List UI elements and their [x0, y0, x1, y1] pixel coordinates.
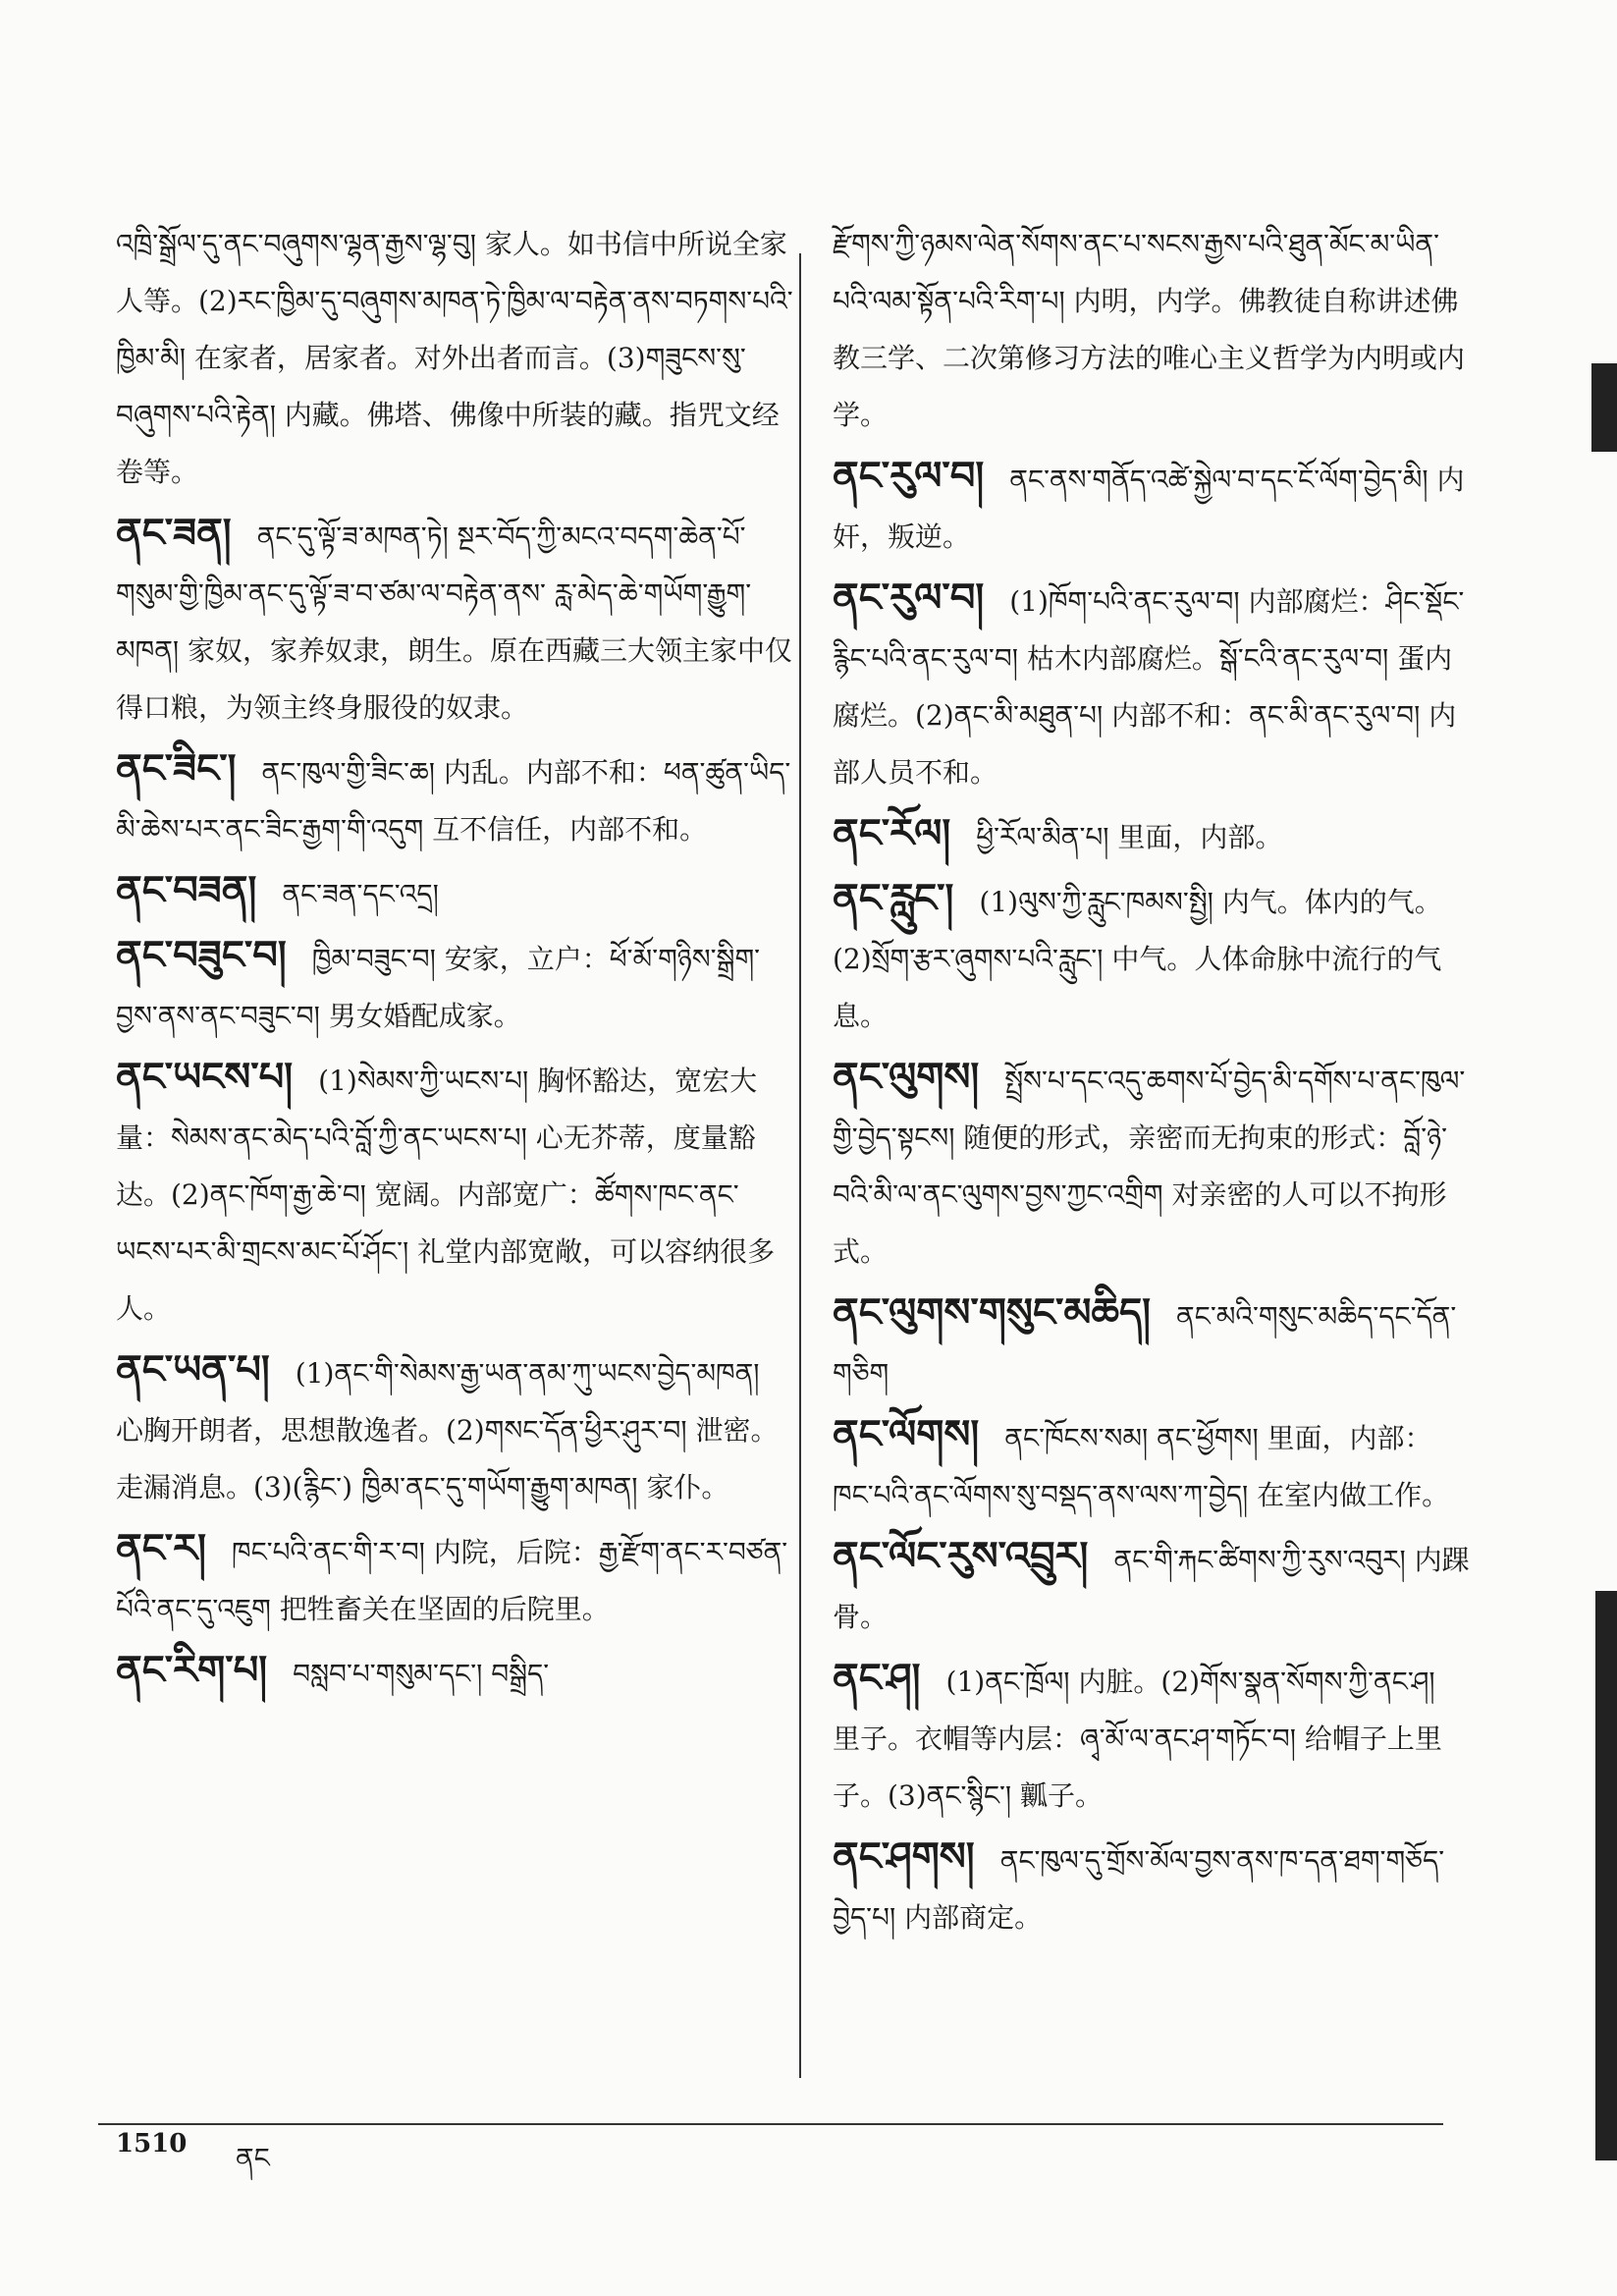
dictionary-entry: [116, 1520, 793, 1638]
dictionary-entry: [833, 216, 1471, 444]
entry-headword: ནང་ལོགས།: [833, 1411, 980, 1457]
dictionary-entry: [833, 1406, 1471, 1524]
entry-definition: (1)ནང་ཁྲོལ། 内脏。(2)གོས་སྣན་སོགས་ཀྱི་ནང་ཤ། 里子。衣帽等内层：ཞྭ་མོ་ལ་ནང་ཤ་གཏོང་བ། 给帽子上里子。(3)ནང་སྙིང་། 瓤子。: [833, 1666, 1442, 1812]
right-column: [833, 216, 1471, 1950]
dictionary-entry: [116, 1341, 793, 1516]
entry-definition: ནང་ཁུལ་གྱི་ཟིང་ཆ། 内乱。内部不和：ཕན་ཚུན་ཡིད་མི་ཆེས་པར་ནང་ཟིང་རྒྱག་གི་འདུག 互不信任，内部不和。: [116, 756, 791, 846]
entry-definition: (1)ནང་གི་སེམས་རྒྱ་ཡན་ནམ་ཀུ་ཡངས་བྱེད་མཁན། 心胸开朗者，思想散逸者。(2)གསང་དོན་ཕྱིར་ཤུར་བ། 泄密。走漏消息。(3)(རྙིང་) ཁྱིམ་ནང་དུ་གཡོག་རྒྱུག་མཁན། 家仆。: [116, 1357, 779, 1503]
entry-definition: ནང་ཁུལ་དུ་གྲོས་མོལ་བྱས་ནས་ཁ་དན་ཐག་གཅོད་བྱེད་པ། 内部商定。: [833, 1844, 1445, 1934]
entry-headword: ནང་བཟན།: [116, 867, 257, 913]
dictionary-entry: [833, 1528, 1471, 1646]
entry-definition: ཁང་པའི་ནང་གི་ར་བ། 内院，后院：རྒྱ་རྫོག་ནང་ར་བཙན་པོའི་ནང་དུ་འཇུག 把牲畜关在坚固的后院里。: [116, 1536, 788, 1625]
entry-headword: ནང་ཟིང་།: [116, 745, 237, 792]
entry-definition: ནང་དུ་ལྟོ་ཟ་མཁན་ཏེ། སྔར་བོད་ཀྱི་མངའ་བདག་ཆེན་པོ་གསུམ་གྱི་ཁྱིམ་ནང་དུ་ལྟོ་ཟ་བ་ཙམ་ལ་བརྟེན་ནས་ རླ་མེད་ཆེ་གཡོག་རྒྱུག་མཁན། 家奴，家养奴隶，朗生。原在西藏三大领主家中仅得口粮，为领主终身服役的奴隶。: [116, 520, 793, 724]
dictionary-entry: [116, 1642, 793, 1703]
entry-headword: ནང་ཤགས།: [833, 1833, 975, 1880]
dictionary-entry: [833, 1650, 1471, 1825]
entry-definition: ནང་གི་རྐང་ཚིགས་ཀྱི་རུས་འབུར། 内踝骨。: [833, 1544, 1470, 1633]
entry-headword: ནང་རླུང་།: [833, 875, 954, 921]
dictionary-entry: [833, 1049, 1471, 1281]
entry-definition: རྫོགས་ཀྱི་ཉམས་ལེན་སོགས་ནང་པ་སངས་རྒྱས་པའི་ཐུན་མོང་མ་ཡིན་པའི་ལམ་སྟོན་པའི་རིག་པ། 内明，内学。佛教徒自称讲述佛教三学、二次第修习方法的唯心主义哲学为内明或内学。: [833, 228, 1466, 431]
dictionary-entry: [833, 448, 1471, 566]
entry-headword: ནང་རིག་པ།: [116, 1647, 268, 1693]
entry-definition: (1)ལུས་ཀྱི་རླུང་ཁམས་སྤྱི། 内气。体内的气。(2)སྲོག་རྩར་ཞུགས་པའི་རླུང་། 中气。人体命脉中流行的气息。: [833, 886, 1442, 1032]
footer-rule: [98, 2123, 1443, 2125]
entry-headword: ནང་ར།: [116, 1525, 206, 1571]
column-divider: [799, 253, 801, 2078]
dictionary-entry: [116, 740, 793, 858]
entry-headword: ནང་ལོང་རུས་འབྲུར།: [833, 1533, 1089, 1579]
entry-definition: སྤྲོས་པ་དང་འདུ་ཆགས་པོ་བྱེད་མི་དགོས་པ་ནང་ཁུལ་གྱི་བྱེད་སྟངས། 随便的形式，亲密而无拘束的形式：བློ་ཉེ་བའི་མི་ལ་ནང་ལུགས་བྱས་ཀྱང་འགྲིག 对亲密的人可以不拘形式。: [833, 1065, 1466, 1268]
running-head: ནང: [236, 2142, 270, 2174]
entry-headword: ནང་རུལ་བ།: [833, 574, 985, 621]
left-column: [116, 216, 793, 1707]
entry-definition: ནང་ཁོངས་སམ། ནང་ཕྱོགས། 里面，内部：ཁང་པའི་ནང་ལོགས་སུ་བསྡད་ནས་ལས་ཀ་བྱེད། 在室内做工作。: [833, 1422, 1450, 1511]
dictionary-entry: [833, 1829, 1471, 1946]
entry-headword: ནང་བཟུང་བ།: [116, 932, 287, 978]
entry-headword: ནང་རུལ་བ།: [833, 453, 985, 499]
margin-mark: [1595, 1591, 1617, 2160]
entry-headword: ནང་ཤ།: [833, 1655, 921, 1701]
page-number: 1510: [116, 2129, 188, 2159]
dictionary-entry: [116, 216, 793, 501]
entry-definition: (1)ཁོག་པའི་ནང་རུལ་བ། 内部腐烂：ཤིང་སྡོང་རྙིང་པའི་ནང་རུལ་བ། 枯木内部腐烂。སྒོ་ངའི་ནང་རུལ་བ། 蛋内腐烂。(2)ནང་མི་མཐུན་པ། 内部不和：ནང་མི་ནང་རུལ་བ། 内部人员不和。: [833, 585, 1465, 789]
dictionary-entry: [833, 1285, 1471, 1402]
dictionary-entry: [833, 870, 1471, 1045]
entry-headword: ནང་ཟན།: [116, 510, 232, 556]
dictionary-entry: [116, 1049, 793, 1338]
entry-definition: ཕྱི་རོལ་མིན་པ། 里面，内部。: [976, 821, 1283, 853]
dictionary-entry: [116, 862, 793, 923]
entry-headword: ནང་ལུགས།: [833, 1054, 980, 1100]
entry-definition: འཁྲི་སྒྲོལ་དུ་ནང་བཞུགས་ལྷན་རྒྱས་ལྷ་བུ། 家人。如书信中所说全家人等。(2)རང་ཁྱིམ་དུ་བཞུགས་མཁན་ཏེ་ཁྱིམ་ལ་བརྟེན་ནས་བཏགས་པའི་ཁྱིམ་མི། 在家者，居家者。对外出者而言。(3)གཟུངས་སུ་བཞུགས་པའི་རྟེན། 内藏。佛塔、佛像中所装的藏。指咒文经卷等。: [116, 228, 793, 488]
dictionary-entry: [833, 805, 1471, 866]
entry-headword: ནང་ཡན་པ།: [116, 1346, 270, 1393]
entry-definition: (1)སེམས་ཀྱི་ཡངས་པ། 胸怀豁达，宽宏大量：སེམས་ནང་མེད་པའི་བློ་ཀྱི་ནང་ཡངས་པ། 心无芥蒂，度量豁达。(2)ནང་ཁོག་རྒྱ་ཆེ་བ། 宽阔。内部宽广：ཚོགས་ཁང་ནང་ཡངས་པར་མི་གྲངས་མང་པོ་ཤོང་། 礼堂内部宽敞，可以容纳很多人。: [116, 1065, 776, 1325]
dictionary-entry: [116, 927, 793, 1045]
margin-mark: [1591, 363, 1617, 452]
entry-headword: ནང་ཡངས་པ།: [116, 1054, 294, 1100]
entry-headword: ནང་རོལ།: [833, 810, 951, 856]
entry-definition: ཁྱིམ་བཟུང་བ། 安家，立户：ཕོ་མོ་གཉིས་སྒྲིག་བྱས་ནས་ནང་བཟུང་བ། 男女婚配成家。: [116, 943, 761, 1032]
dictionary-entry: [116, 505, 793, 737]
entry-definition: ནང་ཟན་དང་འདྲ།: [282, 878, 439, 910]
dictionary-entry: [833, 570, 1471, 801]
entry-definition: ནང་ནས་གནོད་འཚེ་སྐྱེལ་བ་དང་ངོ་ལོག་བྱེད་མི། 内奸，叛逆。: [833, 464, 1465, 553]
entry-headword: ནང་ལུགས་གསུང་མཆིད།: [833, 1289, 1151, 1336]
entry-definition: བསླབ་པ་གསུམ་དང་། བསྒྲིད་: [293, 1658, 550, 1690]
entry-definition: ནང་མའི་གསུང་མཆིད་དང་དོན་གཅིག: [833, 1300, 1457, 1390]
